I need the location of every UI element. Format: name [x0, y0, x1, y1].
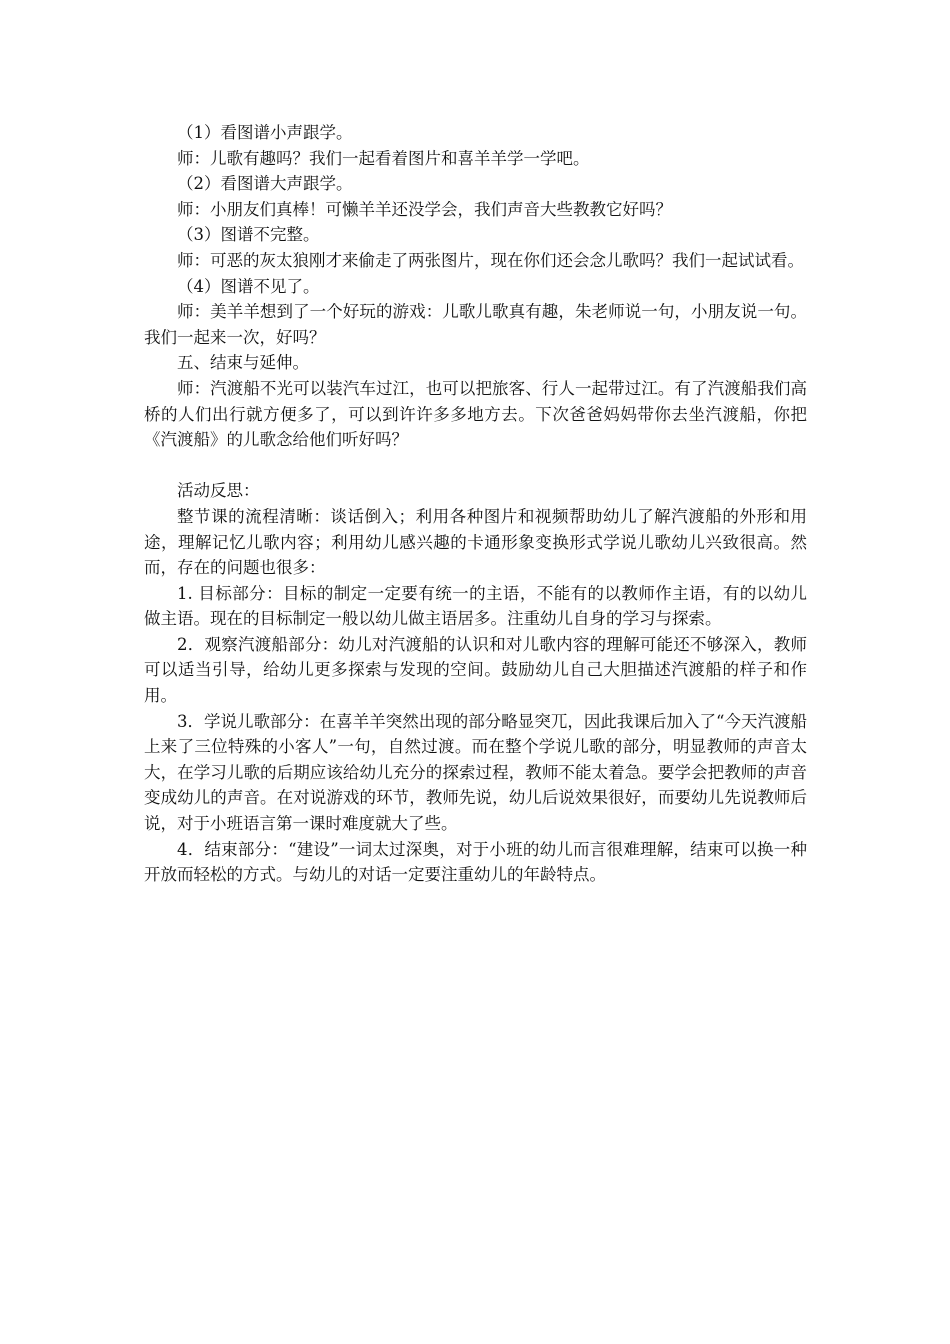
- teacher-line-2: 师：小朋友们真棒！可懒羊羊还没学会，我们声音大些教教它好吗？: [177, 199, 672, 219]
- document-body: [144, 120, 807, 888]
- reflection-point-3: 3．学说儿歌部分：在喜羊羊突然出现的部分略显突兀，因此我课后加入了“今天汽渡船上来了三位特殊的小客人”一句，自然过渡。而在整个学说儿歌的部分，明显教师的声音太大，在学习儿歌的后期应该给幼儿充分的探索过程，教师不能太着急。要学会把教师的声音变成幼儿的声音。在对说游戏的环节，教师先说，幼儿后说效果很好，而要幼儿先说教师后说，对于小班语言第一课时难度就大了些。: [144, 711, 807, 834]
- step-2-heading: （2）看图谱大声跟学。: [177, 174, 353, 194]
- teacher-line-5: 师：汽渡船不光可以装汽车过江，也可以把旅客、行人一起带过江。有了汽渡船我们高桥的人们出行就方便多了，可以到许许多多地方去。下次爸爸妈妈带你去坐汽渡船，你把《汽渡船》的儿歌念给他们听好吗？: [144, 378, 807, 450]
- reflection-point-4: 4．结束部分：“建设”一词太过深奥，对于小班的幼儿而言很难理解，结束可以换一种开放而轻松的方式。与幼儿的对话一定要注重幼儿的年龄特点。: [144, 839, 807, 885]
- reflection-summary: 整节课的流程清晰：谈话倒入；利用各种图片和视频帮助幼儿了解汽渡船的外形和用途，理解记忆儿歌内容；利用幼儿感兴趣的卡通形象变换形式学说儿歌幼儿兴致很高。然而，存在的问题也很多：: [144, 506, 807, 578]
- reflection-point-1: 1. 目标部分：目标的制定一定要有统一的主语，不能有的以教师作主语，有的以幼儿做主语。现在的目标制定一般以幼儿做主语居多。注重幼儿自身的学习与探索。: [144, 583, 807, 629]
- step-3-heading: （3）图谱不完整。: [177, 225, 320, 245]
- teacher-line-3: 师：可恶的灰太狼刚才来偷走了两张图片，现在你们还会念儿歌吗？我们一起试试看。: [177, 250, 804, 270]
- blank-line: [144, 453, 807, 479]
- reflection-heading: 活动反思：: [177, 481, 260, 501]
- step-4-heading: （4）图谱不见了。: [177, 276, 320, 296]
- step-1-heading: （1）看图谱小声跟学。: [177, 123, 353, 142]
- section-five-heading: 五、结束与延伸。: [177, 353, 309, 373]
- reflection-point-2: 2．观察汽渡船部分：幼儿对汽渡船的认识和对儿歌内容的理解可能还不够深入，教师可以适当引导，给幼儿更多探索与发现的空间。鼓励幼儿自己大胆描述汽渡船的样子和作用。: [144, 634, 807, 706]
- teacher-line-1: 师：儿歌有趣吗？我们一起看着图片和喜羊羊学一学吧。: [177, 148, 590, 168]
- teacher-line-4: 师：美羊羊想到了一个好玩的游戏：儿歌儿歌真有趣，朱老师说一句，小朋友说一句。我们一起来一次，好吗？: [144, 302, 807, 347]
